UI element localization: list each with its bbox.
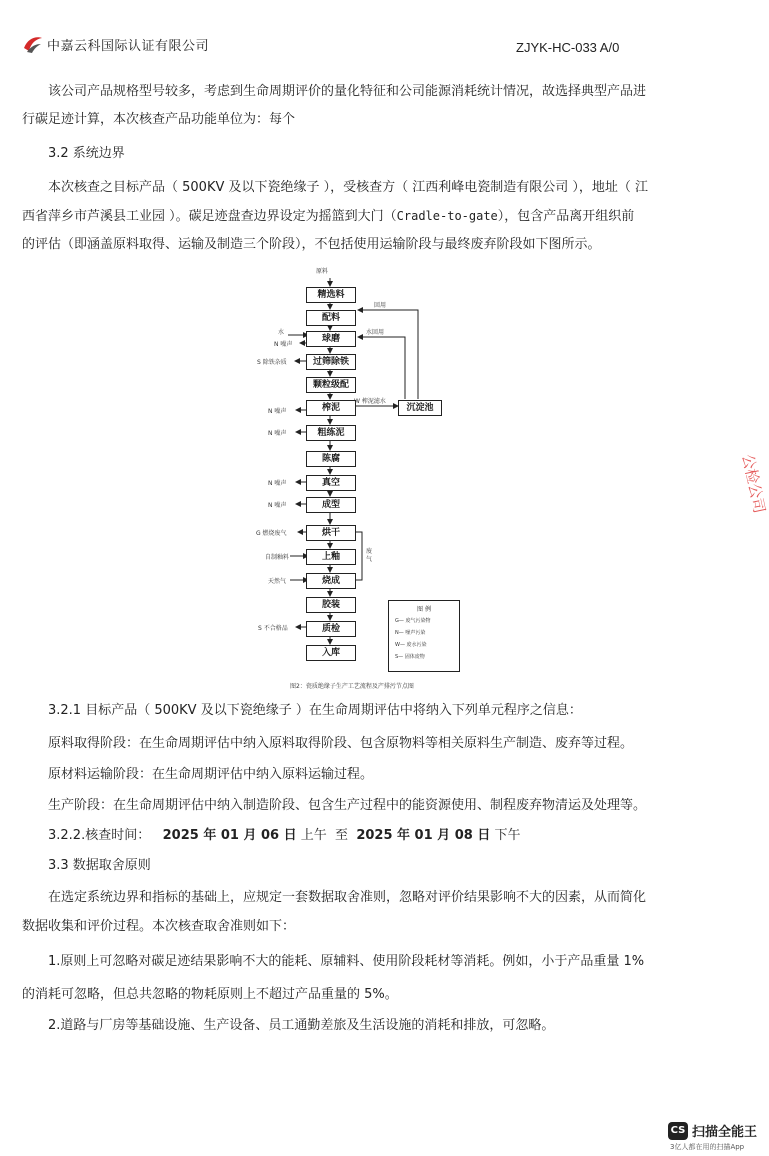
- flow-step-0: 精选料: [306, 287, 356, 303]
- section-3-3-title: 3.3 数据取舍原则: [48, 858, 151, 873]
- flow-step-12: 烧成: [306, 573, 356, 589]
- section-3-3-line-1: 在选定系统边界和指标的基础上，应规定一套数据取舍准则，忽略对评价结果影响不大的因素，从而简化: [48, 890, 647, 905]
- flow-left-9: 天然气: [268, 578, 287, 585]
- company-name: 中嘉云科国际认证有限公司: [47, 38, 210, 54]
- section-3-2-line-2a: 西省萍乡市芦溪县工业园 ）。碳足迹盘查边界设定为摇篮到大门（: [22, 209, 397, 224]
- legend-row-3: S— 固体废物: [395, 654, 425, 660]
- flow-step-10: 烘干: [306, 525, 356, 541]
- flow-step-15: 入库: [306, 645, 356, 661]
- flow-step-14: 质检: [306, 621, 356, 637]
- cradle-to-gate: Cradle-to-gate: [396, 209, 498, 223]
- section-3-2-line-2b: ），包含产品离开组织前: [497, 209, 635, 224]
- section-3-2-1-title: 3.2.1 目标产品（ 500KV 及以下瓷绝缘子 ）在生命周期评估中将纳入下列单元程序之信息：: [48, 703, 582, 718]
- flow-sedimentation-tank: 沉淀池: [398, 400, 442, 416]
- section-3-2-line-3: 的评估（即涵盖原料取得、运输及制造三个阶段），不包括使用运输阶段与最终废弃阶段如下图所示。: [22, 237, 601, 252]
- section-3-2-2: [48, 827, 520, 845]
- scanner-logo: [668, 1121, 757, 1140]
- legend-row-2: W— 废水污染: [395, 642, 427, 648]
- flow-step-1: 配料: [306, 310, 356, 326]
- flow-step-4: 颗粒级配: [306, 377, 356, 393]
- flow-label-filter-water: W 榨泥滤水: [354, 398, 386, 405]
- verify-to: 至: [335, 828, 349, 843]
- flow-left-0: 水: [278, 329, 285, 336]
- flow-step-7: 陈腐: [306, 451, 356, 467]
- stage-raw-material: 原料取得阶段：在生命周期评估中纳入原料取得阶段、包含原物料等相关原料生产制造、废弃等过程。: [48, 736, 634, 751]
- section-3-2-title: 3.2 系统边界: [48, 146, 125, 161]
- legend-row-0: G— 废气污染物: [395, 618, 431, 624]
- flow-left-3: N 噪声: [268, 408, 287, 415]
- flow-left-7: G 燃烧废气: [256, 530, 287, 537]
- scanner-tagline: 3亿人都在用的扫描App: [670, 1143, 745, 1151]
- flow-left-5: N 噪声: [268, 480, 287, 487]
- legend-title: 图 例: [417, 606, 431, 613]
- intro-line-2: 行碳足迹计算，本次核查产品功能单位为：每个: [22, 112, 296, 127]
- flow-step-5: 榨泥: [306, 400, 356, 416]
- flow-step-11: 上釉: [306, 549, 356, 565]
- flow-left-1: N 噪声: [274, 341, 293, 348]
- flow-left-6: N 噪声: [268, 502, 287, 509]
- flow-step-9: 成型: [306, 497, 356, 513]
- legend-row-1: N— 噪声污染: [395, 630, 426, 636]
- flow-label-recycle: 回用: [374, 302, 387, 309]
- flow-step-13: 胶装: [306, 597, 356, 613]
- flow-left-2: S 除铁杂质: [257, 359, 287, 366]
- section-3-3-line-2: 数据收集和评价过程。本次核查取舍准则如下：: [22, 919, 296, 934]
- stage-production: 生产阶段：在生命周期评估中纳入制造阶段、包含生产过程中的能资源使用、制程废弃物清运及处理等。: [48, 798, 647, 813]
- flow-top-label: 原料: [316, 268, 329, 275]
- document-code: ZJYK-HC-033 A/0: [516, 40, 620, 55]
- company-stamp: 公检公司: [738, 452, 769, 515]
- flow-legend: [388, 600, 460, 672]
- verify-end-period: 下午: [494, 828, 521, 843]
- rule-1-b: 的消耗可忽略，但总共忽略的物耗原则上不超过产品重量的 5%。: [22, 987, 398, 1002]
- flow-left-8: 自制釉料: [265, 554, 290, 561]
- flow-left-4: N 噪声: [268, 430, 287, 437]
- intro-line-1: 该公司产品规格型号较多，考虑到生命周期评价的量化特征和公司能源消耗统计情况，故选择典型产品进: [48, 84, 647, 99]
- flow-step-6: 粗练泥: [306, 425, 356, 441]
- flow-label-water-recycle: 水回用: [366, 329, 385, 336]
- section-3-2-line-1: 本次核查之目标产品（ 500KV 及以下瓷绝缘子 ），受核查方（ 江西利峰电瓷制造有限公司 ），地址（ 江: [48, 180, 649, 195]
- rule-1-a: 1.原则上可忽略对碳足迹结果影响不大的能耗、原辅料、使用阶段耗材等消耗。例如，小于产品重量 1%: [48, 954, 645, 969]
- flow-step-8: 真空: [306, 475, 356, 491]
- stage-transport: 原材料运输阶段：在生命周期评估中纳入原料运输过程。: [48, 767, 374, 782]
- scanner-badge-icon: CS: [668, 1122, 688, 1140]
- verify-start-date: 2025 年 01 月 06 日: [162, 828, 297, 843]
- figure-caption: 图2：瓷质绝缘子生产工艺流程及产排污节点图: [290, 683, 414, 690]
- flow-left-10: S 不合格品: [258, 625, 288, 632]
- verify-start-period: 上午: [300, 828, 327, 843]
- flow-step-3: 过筛除铁: [306, 354, 356, 370]
- verify-time-prefix: 3.2.2.核查时间：: [48, 828, 151, 843]
- flow-exhaust-label: 废气: [366, 548, 373, 563]
- rule-2: 2.道路与厂房等基础设施、生产设备、员工通勤差旅及生活设施的消耗和排放，可忽略。: [48, 1018, 555, 1033]
- verify-end-date: 2025 年 01 月 08 日: [356, 828, 491, 843]
- scanner-name: 扫描全能王: [692, 1125, 758, 1140]
- flow-step-2: 球磨: [306, 331, 356, 347]
